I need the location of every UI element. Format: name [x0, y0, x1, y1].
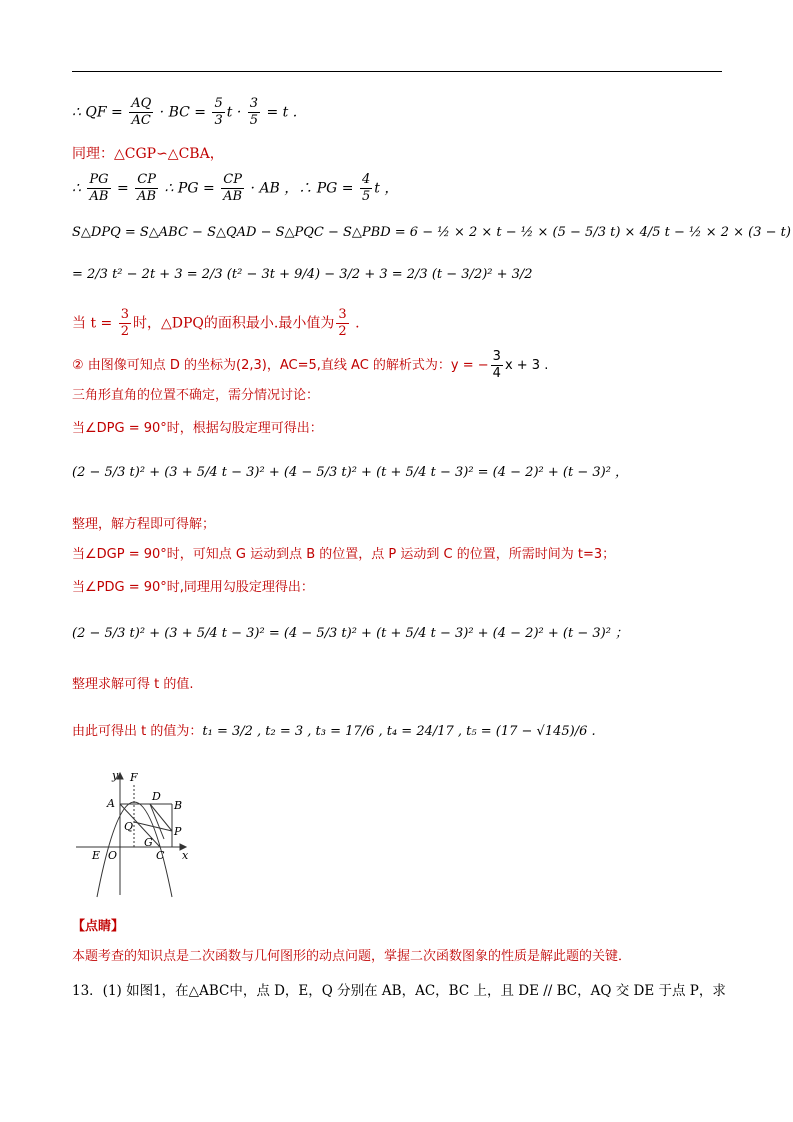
fraction [336, 307, 348, 340]
label-q: Q [124, 820, 134, 833]
num: CP [135, 172, 158, 189]
text: = [112, 180, 134, 197]
den: 5 [249, 113, 259, 128]
label-y: y [112, 769, 119, 782]
text: · BC = [155, 104, 211, 121]
case-pdg: 当∠PDG = 90°时,同理用勾股定理得出： [72, 580, 314, 595]
text: 时，△DPQ的面积最小.最小值为 [133, 315, 335, 332]
text: 当 t = [72, 315, 117, 332]
fraction [221, 172, 244, 205]
num: CP [221, 172, 244, 189]
text: ∴ QF = [72, 104, 128, 121]
t-values [72, 722, 596, 741]
case-dpg: 当∠DPG = 90°时，根据勾股定理可得出： [72, 421, 323, 436]
den: AC [131, 113, 151, 128]
label-d: D [152, 790, 161, 803]
header-rule [72, 71, 722, 72]
text: . [350, 315, 360, 332]
text: t · [226, 104, 246, 121]
num: AQ [131, 96, 152, 111]
num: PG [89, 172, 109, 187]
text: = t . [262, 104, 298, 121]
text: ∴ [72, 180, 86, 197]
label-e: E [92, 849, 101, 862]
summary-text: 本题考查的知识点是二次函数与几何图形的动点问题，掌握二次函数图象的性质是解此题的关键． [72, 949, 632, 964]
num: 3 [338, 307, 347, 322]
fraction [212, 96, 224, 129]
label-o: O [108, 849, 118, 862]
text: x + 3 . [504, 358, 549, 373]
fraction [360, 172, 372, 205]
solve-note: 整理，解方程即可得解； [72, 517, 216, 532]
similar-triangles-note: 同理：△CGP∽△CBA， [72, 146, 224, 162]
segment-dg [150, 804, 164, 839]
text: 由此可得出 t 的值为： [72, 724, 203, 739]
pythagorean-equation-2: (2 − 5/3 t)² + (3 + 5/4 t − 3)² = (4 − 5/3 t)² + (t + 5/4 t − 3)² + (4 − 2)² + (t − 3)² ； [72, 626, 629, 641]
label-a: A [107, 797, 115, 810]
num: 3 [120, 307, 129, 322]
area-simplified: = 2/3 t² − 2t + 3 = 2/3 (t² − 3t + 9/4) − 3/2 + 3 = 2/3 (t − 3/2)² + 3/2 [72, 267, 533, 282]
den: 4 [492, 366, 501, 381]
den: AB [89, 189, 109, 204]
pg-equation [72, 172, 398, 205]
text: t₁ = 3/2 , t₂ = 3 , t₃ = 17/6 , t₄ = 24/17 , t₅ = (17 − √145)/6 . [202, 724, 596, 739]
label-x: x [182, 849, 189, 862]
num: 3 [249, 96, 259, 111]
case-dgp: 当∠DGP = 90°时，可知点 G 运动到点 B 的位置，点 P 运动到 C 的位置，所需时间为 t=3； [72, 547, 616, 562]
min-area-statement [72, 307, 360, 340]
next-question: 13．(1) 如图1，在△ABC中，点 D，E，Q 分别在 AB，AC，BC 上，且 DE // BC，AQ 交 DE 于点 P，求 [72, 983, 726, 999]
solve-result-note: 整理求解可得 t 的值. [72, 677, 194, 692]
text: · AB ，∴ PG = [246, 180, 358, 197]
den: 2 [338, 324, 347, 339]
figure-svg [72, 767, 197, 902]
den: AB [223, 189, 243, 204]
line-ac-statement [72, 349, 548, 382]
label-f: F [130, 771, 138, 784]
label-b: B [174, 799, 183, 812]
den: AB [137, 189, 157, 204]
fraction [119, 307, 131, 340]
label-c: C [156, 849, 165, 862]
area-equation: S△DPQ = S△ABC − S△QAD − S△PQC − S△PBD = 6 − ½ × 2 × t − ½ × (5 − 5/3 t) × 4/5 t − ½ × 2 × (3 − t) [72, 225, 791, 240]
fraction [491, 349, 503, 382]
dianjing-heading: 【点睛】 [72, 919, 125, 934]
pythagorean-equation-1: (2 − 5/3 t)² + (3 + 5/4 t − 3)² + (4 − 5/3 t)² + (t + 5/4 t − 3)² = (4 − 2)² + (t − 3)² ， [72, 465, 629, 480]
cases-intro: 三角形直角的位置不确定，需分情况讨论： [72, 388, 320, 403]
den: 3 [214, 113, 223, 128]
den: 2 [120, 324, 129, 339]
num: 4 [361, 172, 371, 187]
fraction [129, 96, 153, 129]
fraction [135, 172, 158, 205]
den: 5 [361, 189, 371, 204]
text: ∴ PG = [160, 180, 220, 197]
text: t ， [374, 180, 399, 197]
fraction [87, 172, 110, 205]
fraction [248, 96, 260, 129]
qf-equation [72, 96, 297, 129]
num: 5 [214, 96, 223, 111]
label-g: G [144, 836, 153, 849]
text: ② 由图像可知点 D 的坐标为(2,3)，AC=5,直线 AC 的解析式为：y = − [72, 358, 489, 373]
num: 3 [492, 349, 501, 364]
parabola-figure [72, 767, 197, 906]
label-p: P [174, 825, 182, 838]
